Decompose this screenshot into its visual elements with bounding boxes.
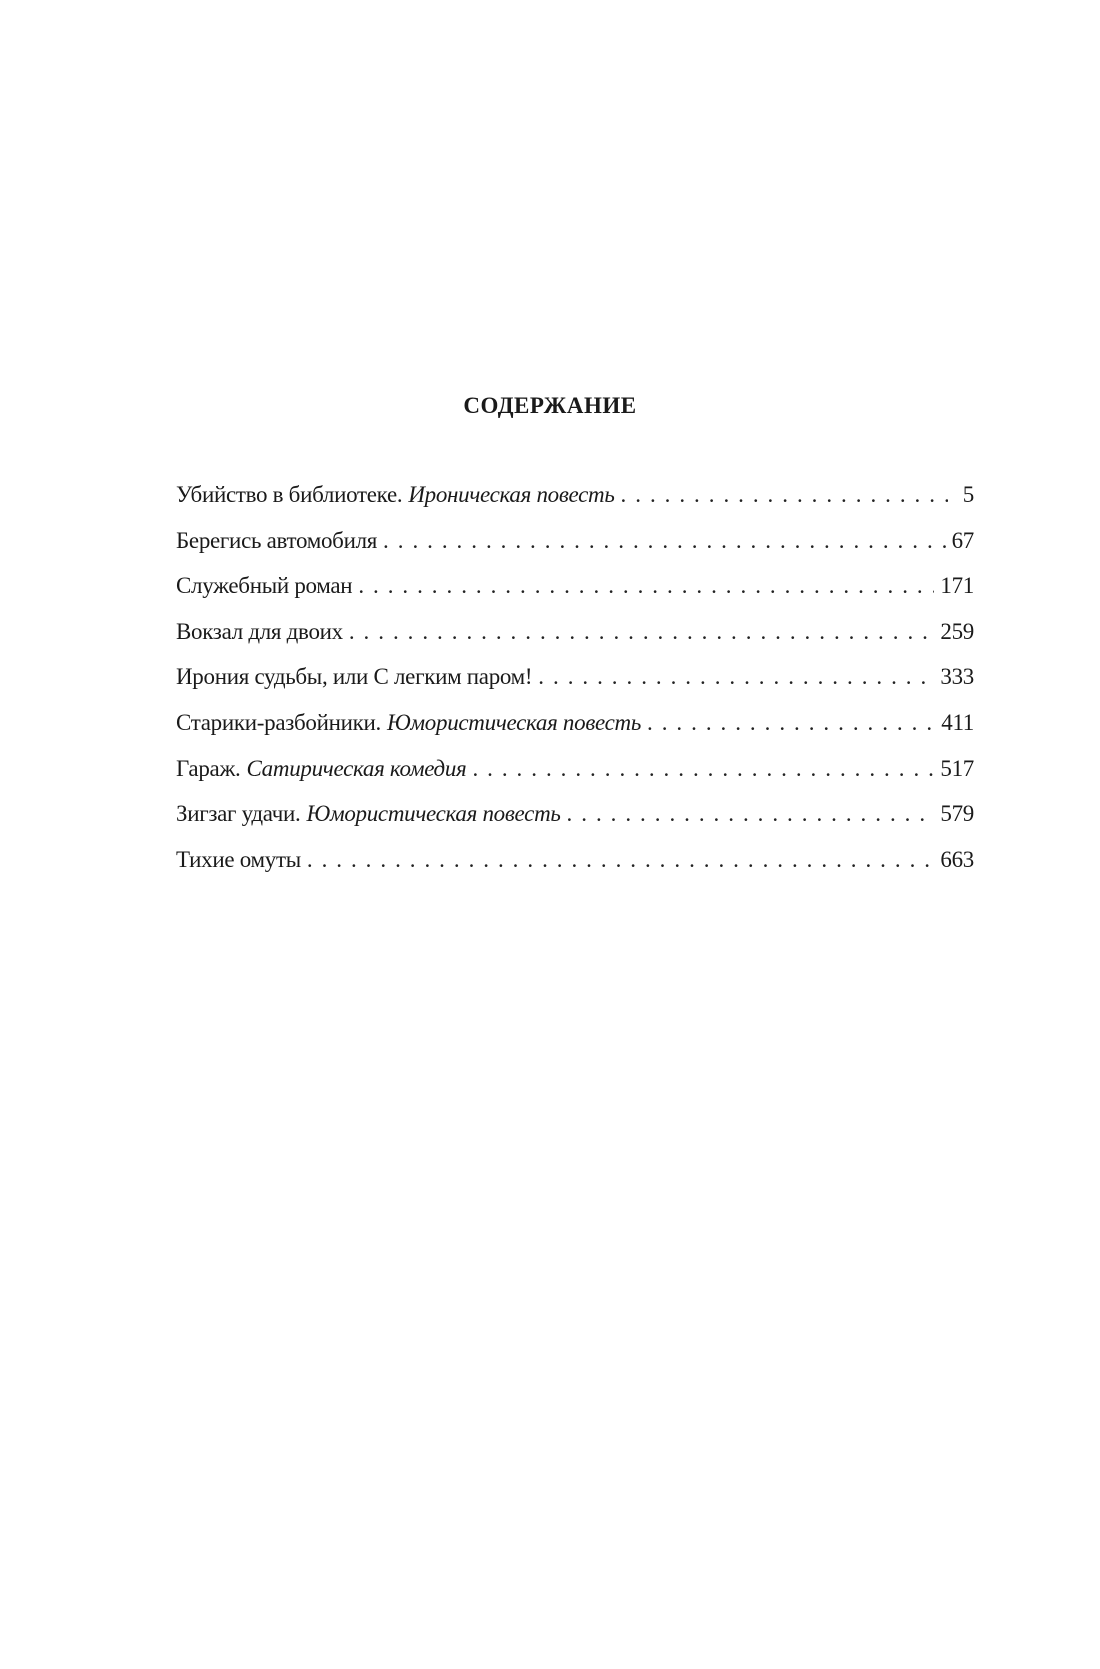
- toc-entry-title: Служебный роман: [176, 573, 353, 599]
- leader-dots: [349, 619, 935, 645]
- toc-entry-title: Вокзал для двоих: [176, 618, 343, 644]
- toc-entry[interactable]: [176, 801, 974, 847]
- leader-dots: [621, 482, 948, 508]
- toc-entry-title: Берегись автомобиля: [176, 527, 378, 553]
- toc-entry[interactable]: [176, 482, 974, 528]
- toc-entry[interactable]: [176, 619, 974, 665]
- toc-entry-subtitle: Сатирическая комедия: [246, 755, 467, 781]
- leader-dots: [358, 573, 934, 599]
- leader-dots: [647, 710, 935, 736]
- toc-entry-page: 663: [940, 846, 974, 872]
- toc-entry-page: 411: [941, 709, 974, 735]
- toc-entry-page: 579: [940, 801, 974, 827]
- toc-entry-page: 67: [951, 527, 974, 553]
- toc-entry-page: 5: [962, 482, 974, 507]
- leader-dots: [538, 664, 934, 690]
- toc-entry-page: 171: [940, 573, 974, 599]
- toc-entry[interactable]: [176, 710, 974, 756]
- toc-entry-title: Гараж.: [176, 755, 241, 781]
- table-of-contents: [176, 482, 974, 892]
- leader-dots: [567, 801, 935, 827]
- toc-entry[interactable]: [176, 756, 974, 802]
- toc-entry-title: Тихие омуты: [176, 846, 301, 872]
- toc-entry[interactable]: [176, 847, 974, 893]
- toc-entry[interactable]: [176, 528, 974, 574]
- toc-entry-subtitle: Ироническая повесть: [408, 482, 615, 507]
- toc-entry-title: Зигзаг удачи.: [176, 801, 301, 827]
- toc-entry-title: Ирония судьбы, или С легким паром!: [176, 664, 533, 690]
- toc-entry-title: Убийство в библиотеке.: [176, 482, 403, 507]
- leader-dots: [383, 528, 946, 554]
- toc-entry-subtitle: Юмористическая повесть: [306, 801, 561, 827]
- leader-dots: [307, 847, 935, 873]
- toc-entry[interactable]: [176, 664, 974, 710]
- toc-entry-page: 259: [940, 618, 974, 644]
- toc-entry-title: Старики-разбойники.: [176, 709, 381, 735]
- toc-entry-page: 333: [940, 664, 974, 690]
- toc-entry-subtitle: Юмористическая повесть: [386, 709, 642, 735]
- leader-dots: [472, 756, 934, 782]
- page-title: СОДЕРЖАНИЕ: [463, 393, 637, 418]
- toc-entry[interactable]: [176, 573, 974, 619]
- toc-entry-page: 517: [940, 755, 974, 781]
